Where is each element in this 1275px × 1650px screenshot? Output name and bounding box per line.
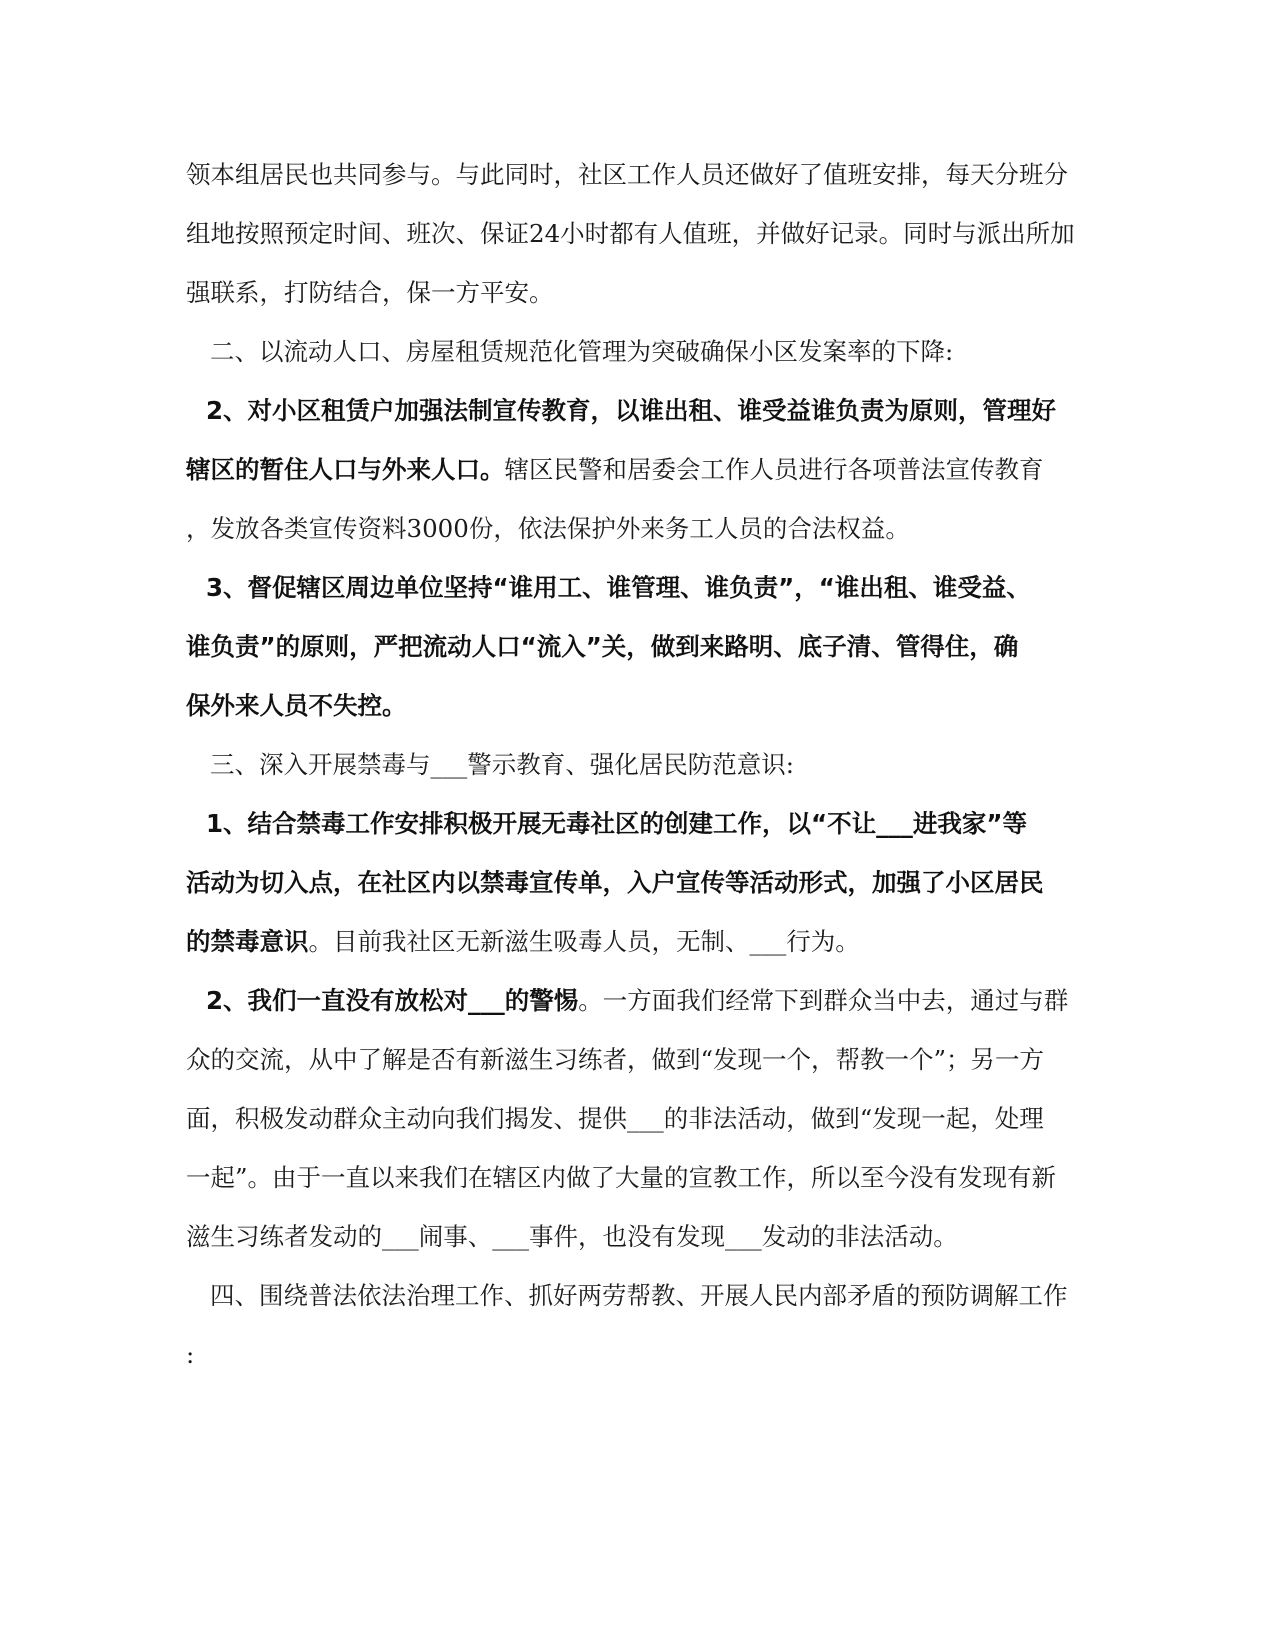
normal-segment: 辖区民警和居委会工作人员进行各项普法宣传教育 (504, 455, 1044, 484)
bold-item-1-line: 1、结合禁毒工作安排积极开展无毒社区的创建工作，以“不让___进我家”等 (206, 809, 1027, 838)
section-heading-3: 三、深入开展禁毒与___警示教育、强化居民防范意识: (210, 750, 795, 779)
text-line-mixed (186, 971, 1096, 1030)
bold-item-2-line: 2、对小区租赁户加强法制宣传教育，以谁出租、谁受益谁负责为原则，管理好 (206, 396, 1057, 425)
text-line: 一起”。由于一直以来我们在辖区内做了大量的宣教工作，所以至今没有发现有新 (186, 1163, 1057, 1192)
bold-item-3-line: 保外来人员不失控。 (186, 691, 407, 720)
body-text (186, 145, 1096, 1384)
normal-segment: 。一方面我们经常下到群众当中去，通过与群 (578, 986, 1069, 1015)
section-heading-2: 二、以流动人口、房屋租赁规范化管理为突破确保小区发案率的下降: (210, 337, 954, 366)
bold-item-1-line: 活动为切入点，在社区内以禁毒宣传单，入户宣传等活动形式，加强了小区居民 (186, 868, 1044, 897)
text-line: 强联系，打防结合，保一方平安。 (186, 278, 554, 307)
text-line: ，发放各类宣传资料3000份，依法保护外来务工人员的合法权益。 (186, 514, 910, 543)
text-line-mixed (186, 912, 1096, 971)
text-line: 滋生习练者发动的___闹事、___事件，也没有发现___发动的非法活动。 (186, 1222, 958, 1251)
section-heading-4: 四、围绕普法依法治理工作、抓好两劳帮教、开展人民内部矛盾的预防调解工作 (210, 1281, 1068, 1310)
bold-item-3-line: 3、督促辖区周边单位坚持“谁用工、谁管理、谁负责”，“谁出租、谁受益、 (206, 573, 1031, 602)
text-line: 组地按照预定时间、班次、保证24小时都有人值班，并做好记录。同时与派出所加 (186, 219, 1075, 248)
normal-segment: 。目前我社区无新滋生吸毒人员，无制、___行为。 (308, 927, 860, 956)
bold-segment: 2、我们一直没有放松对___的警惕 (206, 986, 579, 1015)
bold-item-3-line: 谁负责”的原则，严把流动人口“流入”关，做到来路明、底子清、管得住，确 (186, 632, 1019, 661)
text-line: 众的交流，从中了解是否有新滋生习练者，做到“发现一个，帮教一个”；另一方 (186, 1045, 1045, 1074)
text-line: : (186, 1340, 195, 1369)
bold-segment: 的禁毒意识 (186, 927, 309, 956)
text-line: 面，积极发动群众主动向我们揭发、提供___的非法活动，做到“发现一起，处理 (186, 1104, 1044, 1133)
text-line: 领本组居民也共同参与。与此同时，社区工作人员还做好了值班安排，每天分班分 (186, 160, 1068, 189)
text-line-mixed (186, 440, 1096, 499)
bold-segment: 辖区的暂住人口与外来人口。 (186, 455, 505, 484)
